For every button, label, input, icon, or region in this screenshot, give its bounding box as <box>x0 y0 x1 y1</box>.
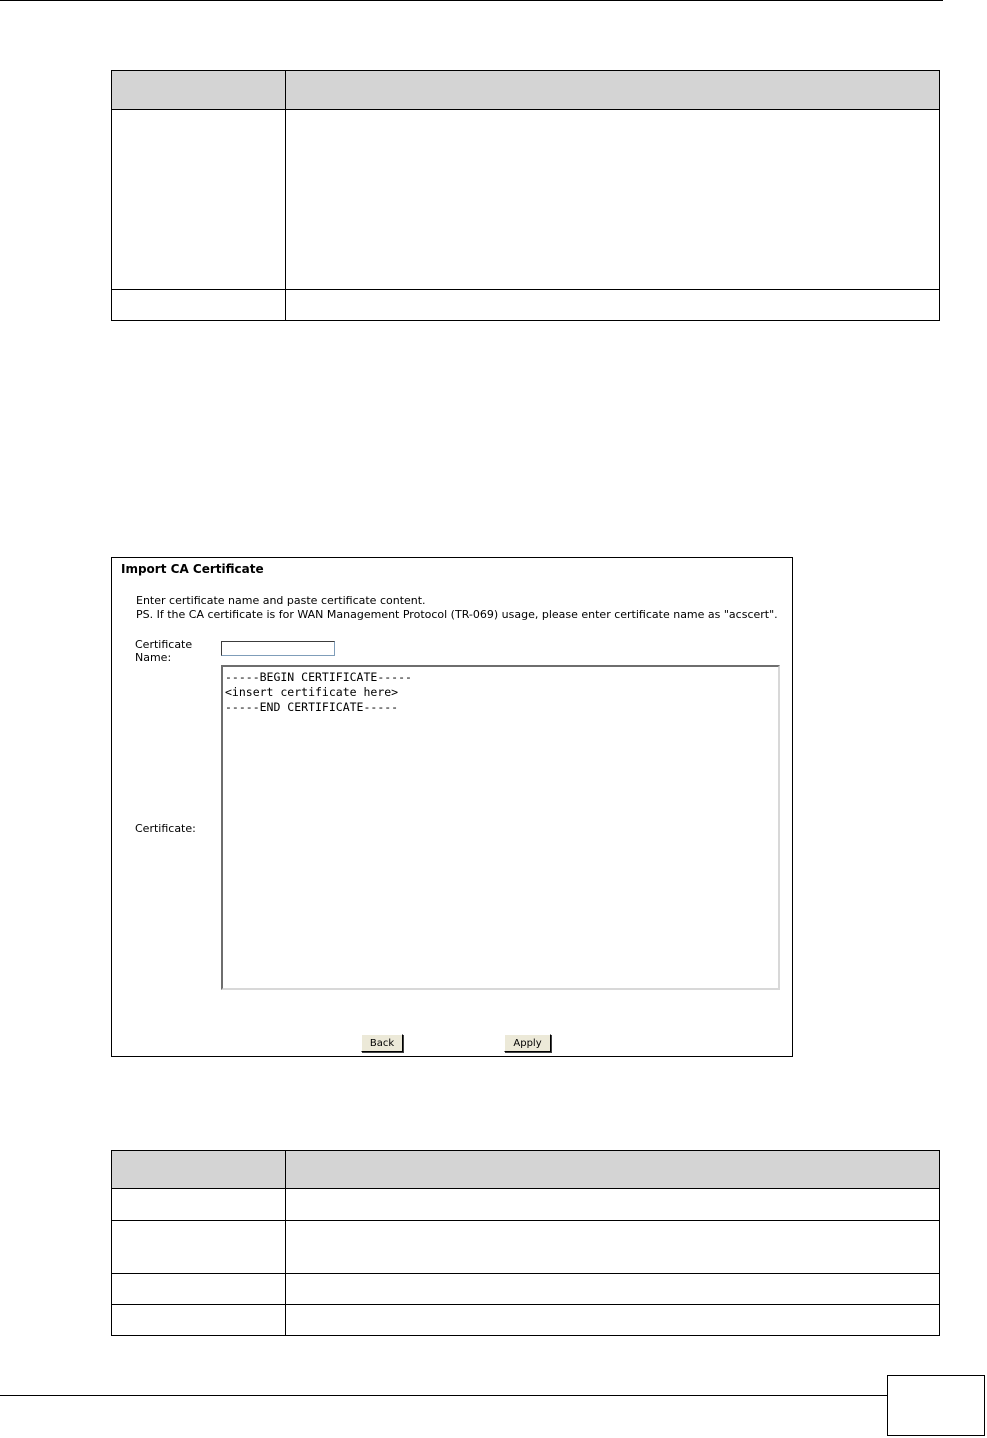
tr069-note-text: PS. If the CA certificate is for WAN Management Protocol (TR-069) usage, please enter certificate name as "acscert". <box>136 608 778 621</box>
apply-button[interactable]: Apply <box>504 1034 551 1052</box>
table-cell <box>286 110 940 290</box>
screen-title: Import CA Certificate <box>121 562 264 576</box>
table-row <box>112 290 940 321</box>
table-cell <box>286 1305 940 1336</box>
table-cell <box>112 1221 286 1274</box>
certificate-name-label: Certificate Name: <box>135 638 193 664</box>
table-header-cell <box>286 1151 940 1189</box>
table-row <box>112 1189 940 1221</box>
table-cell <box>286 1189 940 1221</box>
table-header-cell <box>112 71 286 110</box>
table-row <box>112 1305 940 1336</box>
field-description-table-top <box>111 70 940 321</box>
table-cell <box>112 1189 286 1221</box>
footer-rule <box>0 1395 887 1396</box>
table-cell <box>286 1274 940 1305</box>
instruction-text: Enter certificate name and paste certificate content. <box>136 594 426 607</box>
certificate-content-textarea[interactable] <box>221 665 780 990</box>
table-row <box>112 1274 940 1305</box>
table-header-row <box>112 1151 940 1189</box>
back-button[interactable]: Back <box>361 1034 403 1052</box>
table-cell <box>112 1274 286 1305</box>
table-cell <box>286 1221 940 1274</box>
table-cell <box>112 290 286 321</box>
table-header-row <box>112 71 940 110</box>
table-cell <box>286 290 940 321</box>
table-row <box>112 1221 940 1274</box>
import-ca-certificate-screen <box>111 557 793 1057</box>
page-number-box <box>887 1375 985 1436</box>
table-header-cell <box>112 1151 286 1189</box>
table-header-cell <box>286 71 940 110</box>
table-row <box>112 110 940 290</box>
certificate-name-input[interactable] <box>221 641 335 656</box>
field-description-table-bottom <box>111 1150 940 1336</box>
header-rule <box>0 0 943 1</box>
table-cell <box>112 110 286 290</box>
certificate-label: Certificate: <box>135 822 196 835</box>
table-cell <box>112 1305 286 1336</box>
